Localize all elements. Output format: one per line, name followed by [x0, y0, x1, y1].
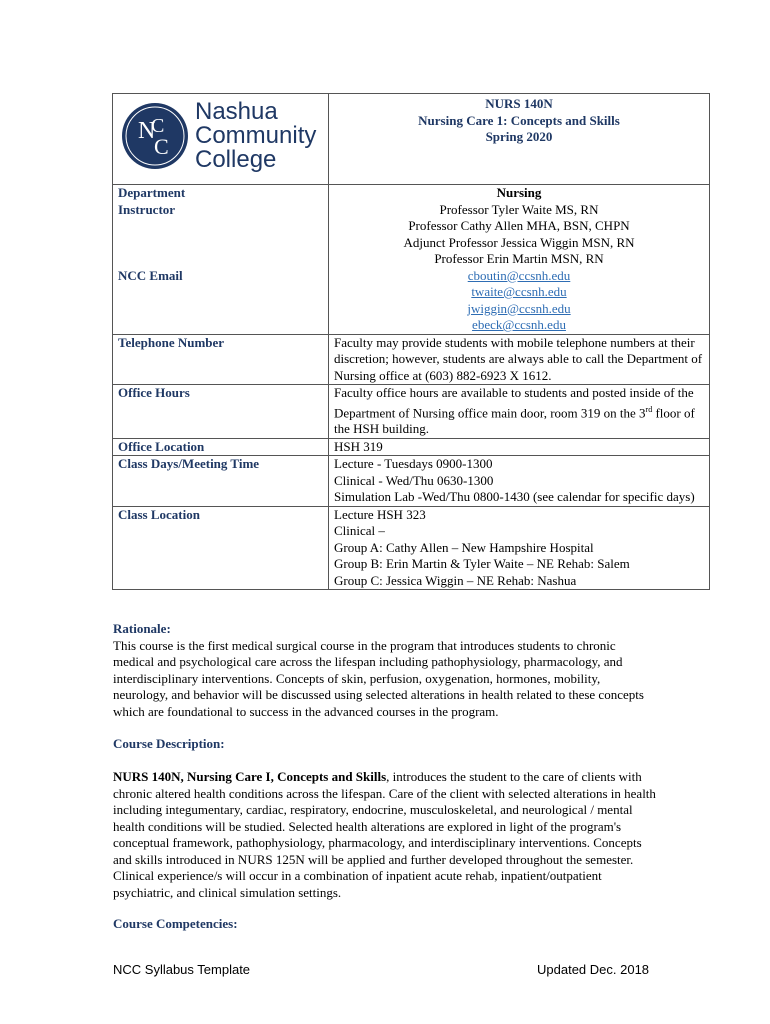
course-code: NURS 140N	[485, 96, 553, 111]
description-body	[113, 769, 658, 901]
competencies-heading: Course Competencies:	[113, 916, 238, 931]
class-days-line-2: Clinical - Wed/Thu 0630-1300	[334, 472, 494, 488]
class-location-label: Class Location	[113, 506, 329, 590]
class-days-label: Class Days/Meeting Time	[113, 456, 329, 507]
description-section	[113, 736, 658, 901]
competencies-section	[113, 916, 658, 933]
instructor-3: Adjunct Professor Jessica Wiggin MSN, RN	[403, 234, 635, 250]
rationale-body: This course is the first medical surgical course in the program that introduces students to chronic medical and psychological care across the lifespan including pathophysiology, pharmacology, and interdisciplinary interventions. Concepts of skin, perfusion, oxygenation, hormones, mobility, neurology, and behavior will be discussed using selected alterations in health related to these concepts which are foundational to success in the advanced courses in the program.	[113, 637, 644, 719]
office-hours-text-2: floor of the HSH building.	[334, 404, 695, 437]
class-location-line-3: Group A: Cathy Allen – New Hampshire Hospital	[334, 539, 594, 555]
class-days-line-1: Lecture - Tuesdays 0900-1300	[334, 456, 493, 472]
footer-updated-date: Updated Dec. 2018	[537, 962, 650, 977]
phone-row	[113, 334, 710, 385]
class-location-row	[113, 506, 710, 590]
ncc-logo	[113, 94, 328, 172]
phone-value: Faculty may provide students with mobile telephone numbers at their discretion; however, students are always able to call the Department of Nursing office at (603) 882-6923 X 1612.	[329, 334, 710, 385]
email-link-3[interactable]: jwiggin@ccsnh.edu	[467, 300, 571, 316]
svg-text:C: C	[154, 134, 169, 159]
department-label: Department	[118, 185, 186, 200]
class-location-line-1: Lecture HSH 323	[334, 506, 426, 522]
instructor-1: Professor Tyler Waite MS, RN	[439, 201, 599, 217]
class-location-line-5: Group C: Jessica Wiggin – NE Rehab: Nashua	[334, 572, 577, 588]
rationale-section	[113, 621, 658, 720]
ordinal-suffix: rd	[645, 404, 653, 414]
description-text: , introduces the student to the care of clients with chronic altered health conditions across the lifespan. Care of the client with selected alterations in health including integumentary, cardiac, respiratory, endocrine, musculoskeletal, and neurological / mental health conditions will be studied. Selected health alterations are explored in light of the program's conceptual framework, pathophysiology, pharmacology, and interdisciplinary interventions. Concepts and skills introduced in NURS 125N will be applied and further developed throughout the semester. Clinical experience/s will occur in a combination of inpatient acute rehab, inpatient/outpatient psychiatric, and clinical simulation settings.	[113, 769, 656, 900]
header-row	[113, 94, 710, 185]
logo-cell	[113, 94, 329, 185]
email-link-1[interactable]: cboutin@ccsnh.edu	[467, 267, 571, 283]
svg-text:C: C	[151, 115, 165, 137]
email-link-4[interactable]: ebeck@ccsnh.edu	[472, 317, 566, 332]
class-location-line-2: Clinical –	[334, 523, 385, 539]
ncc-seal-icon	[121, 102, 189, 170]
class-days-value	[329, 456, 710, 507]
instructor-4: Professor Erin Martin MSN, RN	[434, 251, 604, 266]
logo-line-2: Community	[195, 122, 317, 149]
email-label: NCC Email	[118, 267, 183, 283]
department-instructor-row	[113, 185, 710, 335]
description-course-name: NURS 140N, Nursing Care I, Concepts and Skills	[113, 769, 387, 784]
office-hours-value	[329, 385, 710, 439]
description-heading: Course Description:	[113, 736, 225, 751]
instructor-label: Instructor	[118, 201, 176, 217]
logo-line-1: Nashua	[195, 98, 278, 125]
class-location-line-4: Group B: Erin Martin & Tyler Waite – NE Rehab: Salem	[334, 556, 630, 572]
department-instructor-value-cell	[329, 185, 710, 335]
course-info-table	[112, 93, 710, 590]
course-term: Spring 2020	[485, 129, 553, 144]
svg-text:N: N	[138, 118, 156, 144]
class-location-value	[329, 506, 710, 590]
class-days-line-3: Simulation Lab -Wed/Thu 0800-1430 (see calendar for specific days)	[334, 489, 695, 505]
office-hours-text-1: Faculty office hours are available to students and posted inside of the Department of Nursing office main door, room 319 on the 3	[334, 385, 694, 420]
class-days-row	[113, 456, 710, 507]
department-value: Nursing	[496, 185, 542, 200]
office-location-row	[113, 438, 710, 456]
office-hours-label: Office Hours	[113, 385, 329, 439]
office-location-value: HSH 319	[329, 438, 710, 456]
logo-line-3: College	[195, 146, 277, 173]
office-location-label: Office Location	[113, 438, 329, 456]
logo-wordmark	[195, 100, 316, 172]
phone-label: Telephone Number	[113, 334, 329, 385]
footer-template-name: NCC Syllabus Template	[113, 962, 251, 977]
email-link-2[interactable]: twaite@ccsnh.edu	[471, 284, 567, 299]
department-instructor-label-cell	[113, 185, 329, 335]
instructor-2: Professor Cathy Allen MHA, BSN, CHPN	[408, 218, 630, 233]
office-hours-row	[113, 385, 710, 439]
course-heading-cell	[329, 94, 710, 185]
course-title: Nursing Care 1: Concepts and Skills	[418, 112, 620, 128]
rationale-heading: Rationale:	[113, 621, 171, 636]
